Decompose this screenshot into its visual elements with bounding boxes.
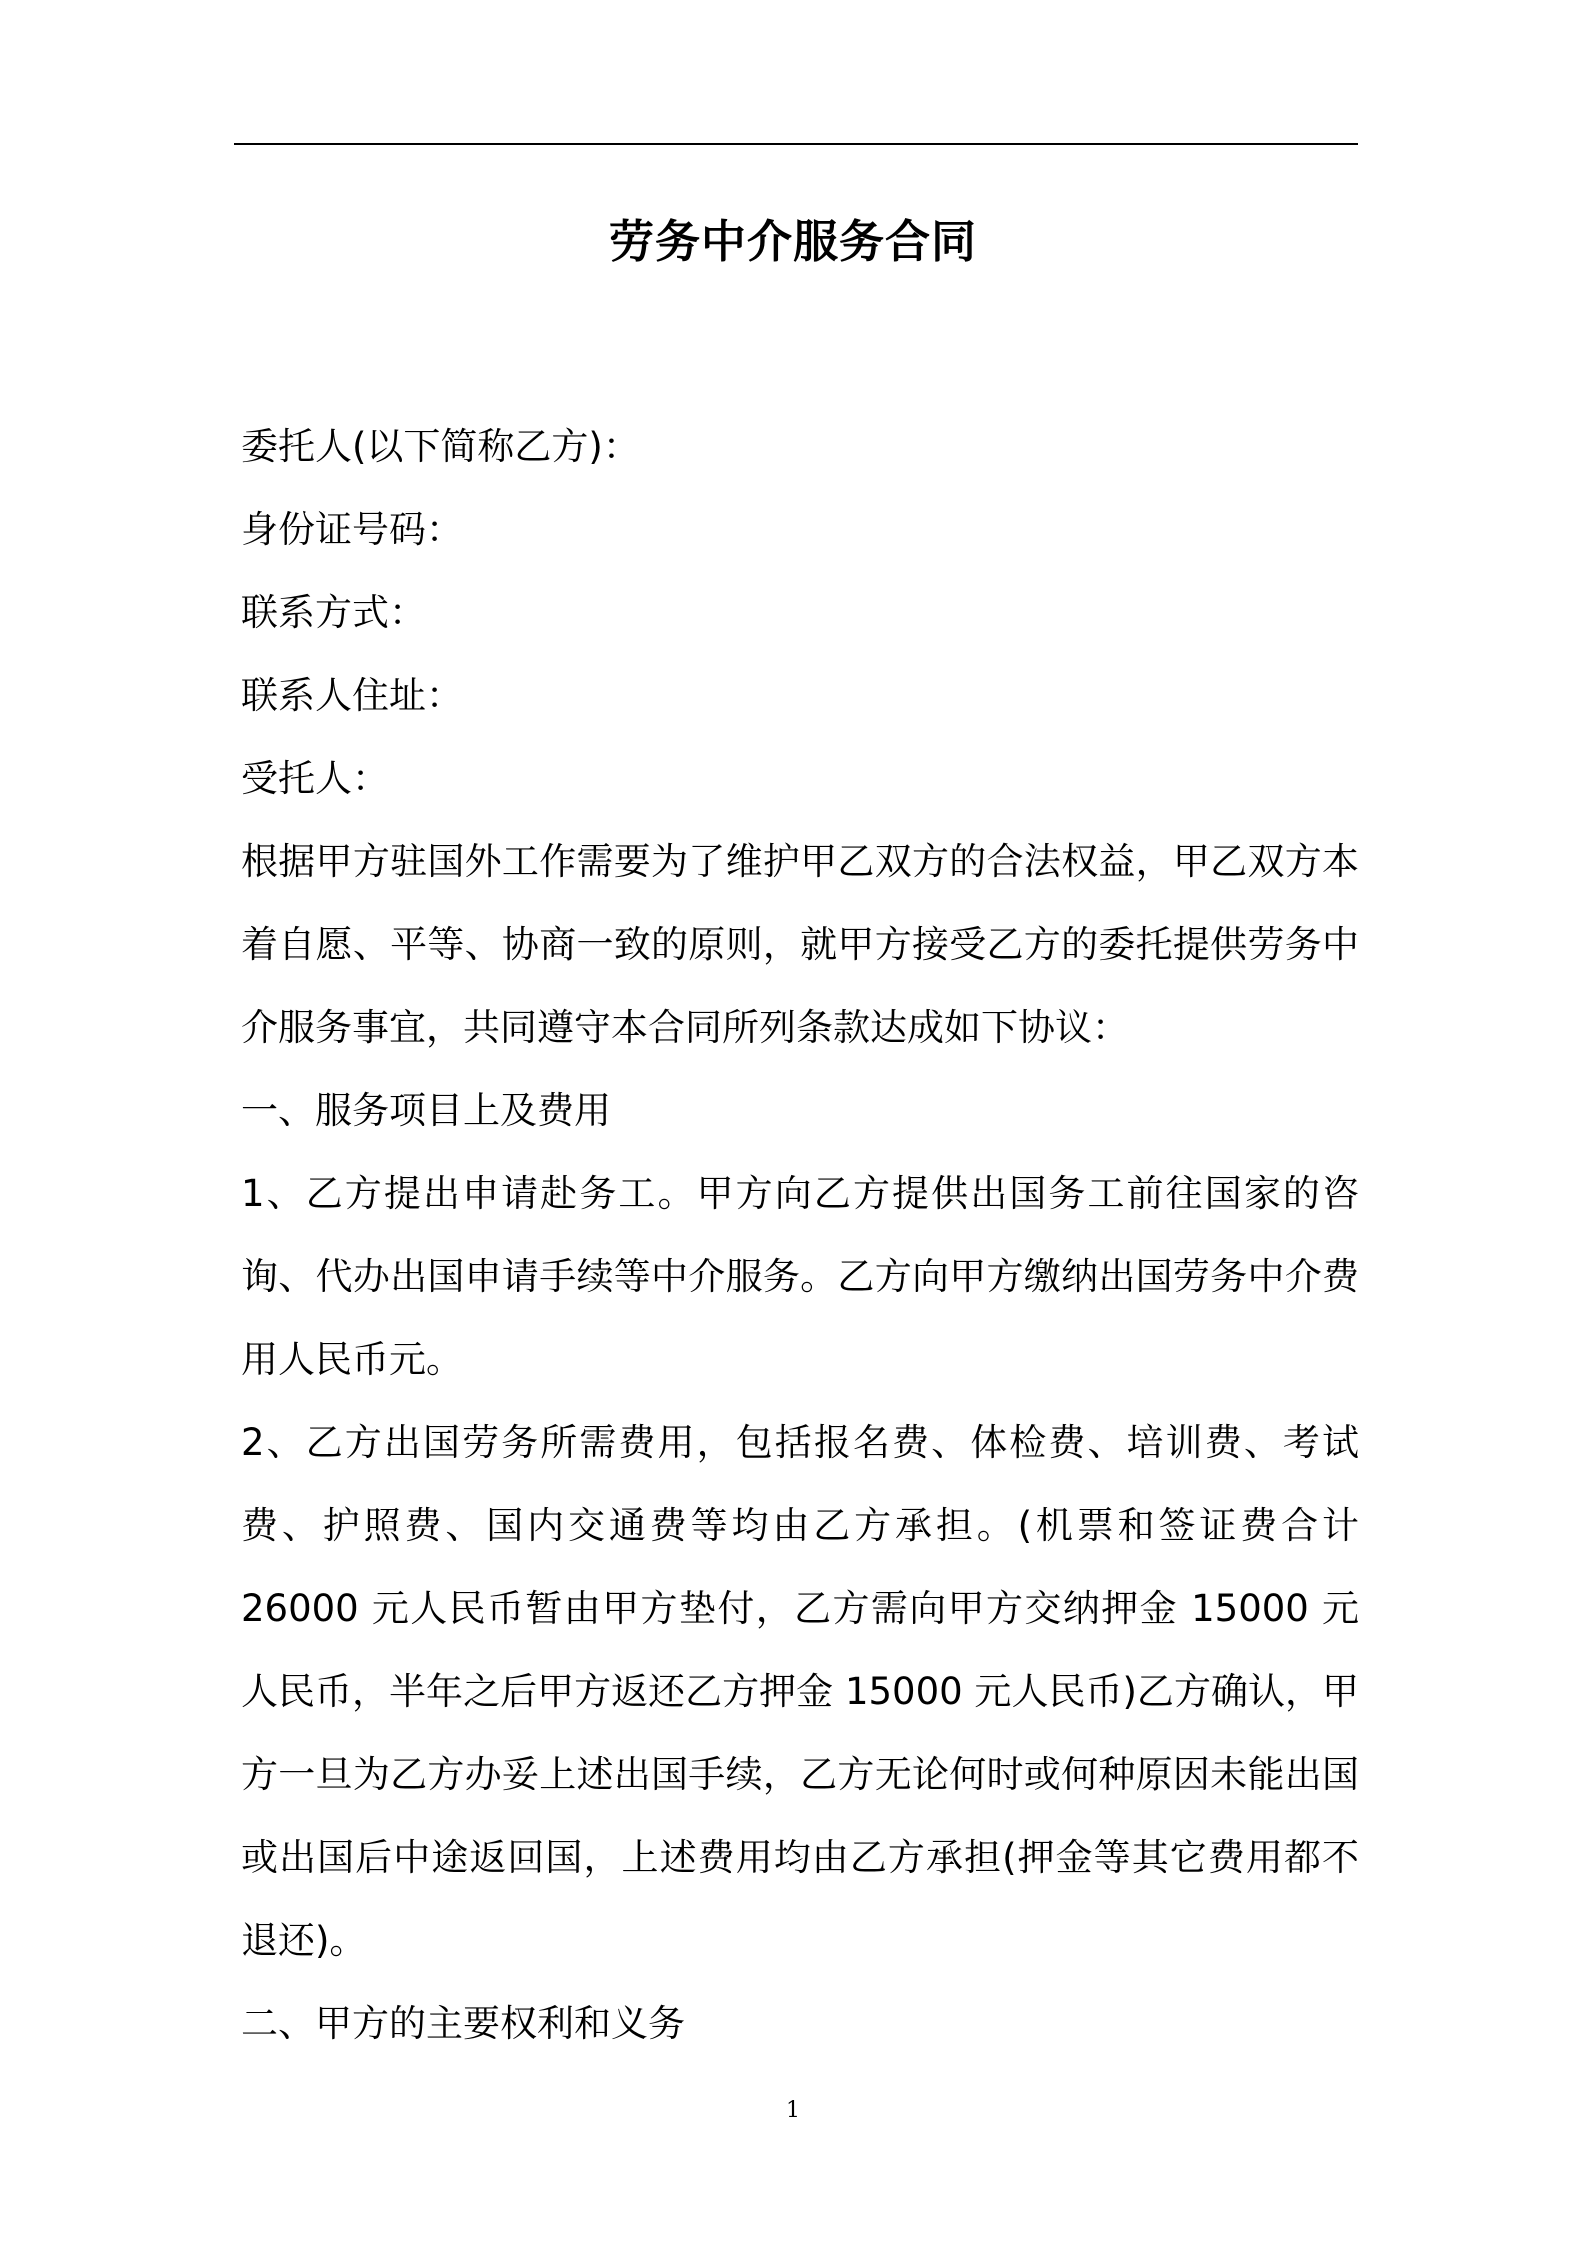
document-body (241, 405, 1359, 2065)
clause-2: 2、乙方出国劳务所需费用，包括报名费、体检费、培训费、考试费、护照费、国内交通费等均由乙方承担。(机票和签证费合计 26000 元人民币暂由甲方垫付，乙方需向甲方交纳押金 15000 元人民币，半年之后甲方返还乙方押金 15000 元人民币)乙方确认，甲方一旦为乙方办妥上述出国手续，乙方无论何时或何种原因未能出国或出国后中途返回国，上述费用均由乙方承担(押金等其它费用都不退还)。 (241, 1421, 1359, 1962)
header-rule (234, 143, 1358, 145)
field-client: 委托人(以下简称乙方)： (241, 425, 640, 468)
section-heading-1: 一、服务项目上及费用 (241, 1089, 611, 1132)
section-heading-2: 二、甲方的主要权利和义务 (241, 2002, 685, 2045)
page-number: 1 (786, 2098, 800, 2123)
field-contact: 联系方式： (241, 591, 426, 634)
document-title: 劳务中介服务合同 (608, 215, 977, 268)
clause-1: 1、乙方提出申请赴务工。甲方向乙方提供出国务工前往国家的咨询、代办出国申请手续等中介服务。乙方向甲方缴纳出国劳务中介费用人民币元。 (241, 1172, 1359, 1381)
field-trustee: 受托人： (241, 757, 389, 800)
preamble-paragraph: 根据甲方驻国外工作需要为了维护甲乙双方的合法权益，甲乙双方本着自愿、平等、协商一致的原则，就甲方接受乙方的委托提供劳务中介服务事宜，共同遵守本合同所列条款达成如下协议： (241, 840, 1359, 1049)
field-id-number: 身份证号码： (241, 508, 463, 551)
field-address: 联系人住址： (241, 674, 463, 717)
